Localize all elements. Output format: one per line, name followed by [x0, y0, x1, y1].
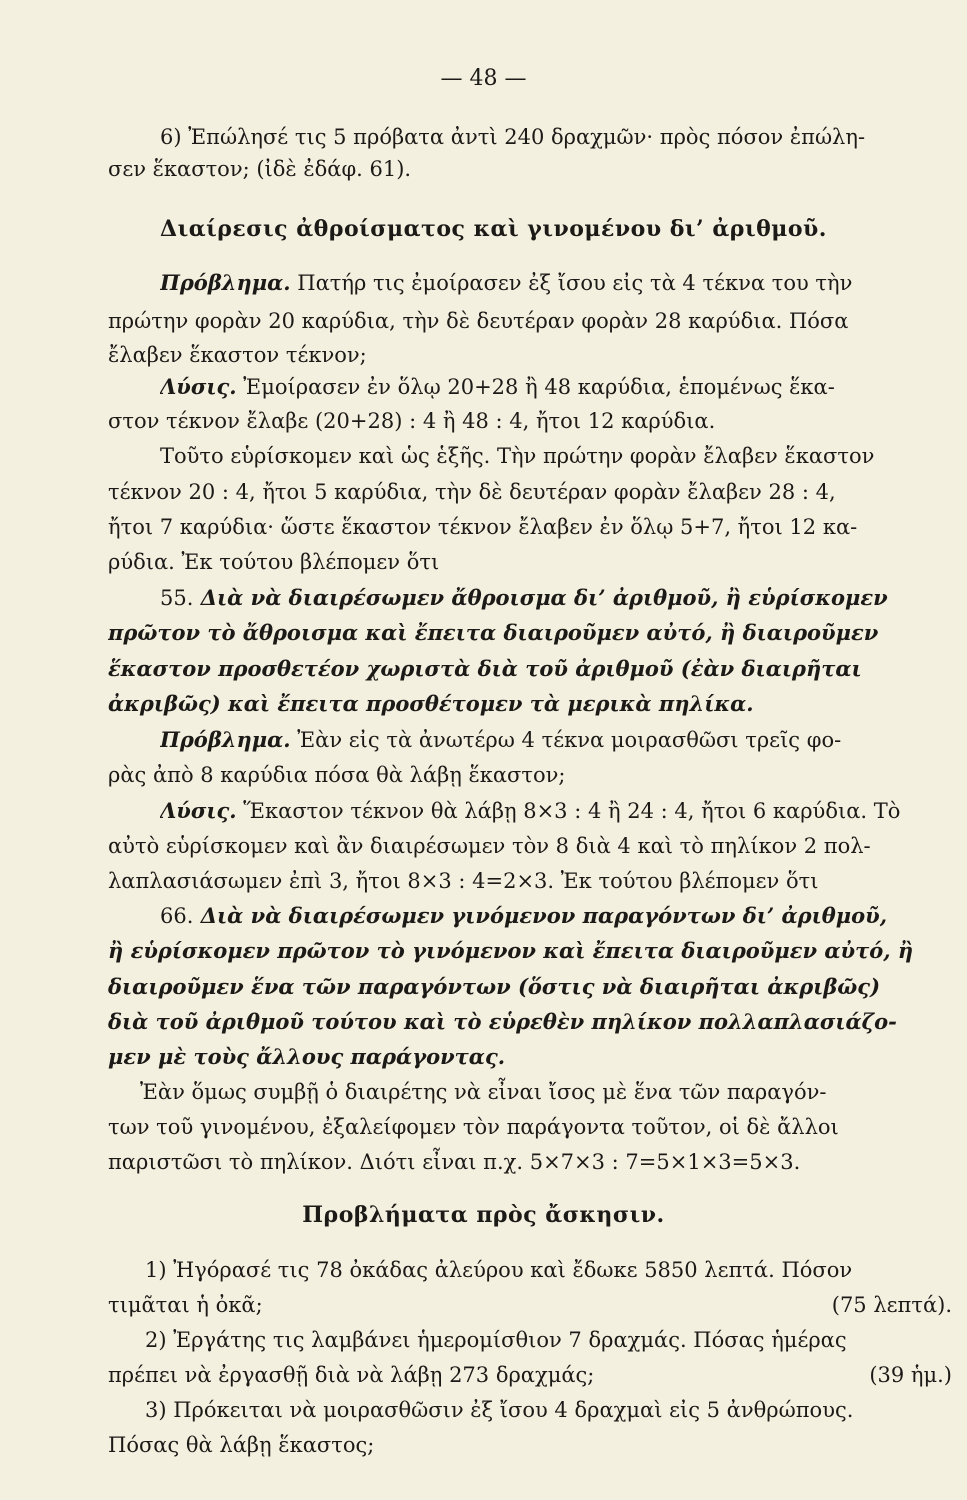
problem-1-line-1 — [160, 268, 952, 298]
solution-2-line-3: λαπλασιάσωμεν ἐπὶ 3, ἤτοι 8×3 : 4=2×3. Ἐκ τούτου βλέπομεν ὅτι — [108, 869, 819, 893]
problem-label: Πρόβλημα. — [160, 270, 291, 295]
rule-55-line-3: ἕκαστον προσθετέον χωριστὰ διὰ τοῦ ἀριθμοῦ (ἐὰν διαιρῆται — [108, 656, 862, 681]
rule-55-text: Διὰ νὰ διαιρέσωμεν ἄθροισμα δι’ ἀριθμοῦ, ἢ εὑρίσκομεν — [193, 585, 888, 610]
note-line-1: Ἐὰν ὅμως συμβῇ ὁ διαιρέτης νὰ εἶναι ἴσος μὲ ἕνα τῶν παραγόν- — [140, 1080, 827, 1104]
exercise-1-line-2 — [108, 1290, 952, 1320]
solution-2-text: Ἕκαστον τέκνον θὰ λάβῃ 8×3 : 4 ἢ 24 : 4, ἤτοι 6 καρύδια. Τὸ — [236, 799, 901, 823]
solution-1-line-1 — [160, 372, 952, 402]
problem-1-text: Πατήρ τις ἐμοίρασεν ἐξ ἴσου εἰς τὰ 4 τέκνα του τὴν — [290, 271, 853, 295]
solution-1-line-4: τέκνον 20 : 4, ἤτοι 5 καρύδια, τὴν δὲ δευτέραν φορὰν ἔλαβεν 28 : 4, — [108, 480, 836, 504]
problem-1-line-3: ἔλαβεν ἕκαστον τέκνον; — [108, 343, 367, 367]
rule-66-line-2: ἢ εὑρίσκομεν πρῶτον τὸ γινόμενον καὶ ἔπειτα διαιροῦμεν αὐτό, ἢ — [108, 938, 914, 963]
rule-66-line-1 — [160, 901, 952, 931]
rule-66-line-3: διαιροῦμεν ἕνα τῶν παραγόντων (ὅστις νὰ διαιρῆται ἀκριβῶς) — [108, 974, 881, 999]
exercise-2-line-1: 2) Ἐργάτης τις λαμβάνει ἡμερομίσθιον 7 δραχμάς. Πόσας ἡμέρας — [145, 1328, 847, 1352]
note-line-2: των τοῦ γινομένου, ἐξαλείφομεν τὸν παράγοντα τοῦτον, οἱ δὲ ἄλλοι — [108, 1115, 839, 1139]
note-line-3: παριστῶσι τὸ πηλίκον. Διότι εἶναι π.χ. 5×7×3 : 7=5×1×3=5×3. — [108, 1150, 801, 1174]
problem-1-line-2: πρώτην φορὰν 20 καρύδια, τὴν δὲ δευτέραν φορὰν 28 καρύδια. Πόσα — [108, 309, 849, 333]
solution-2-line-1 — [160, 796, 962, 826]
exercise-2-line-2 — [108, 1360, 952, 1390]
solution-1-line-3: Τοῦτο εὑρίσκομεν καὶ ὡς ἑξῆς. Τὴν πρώτην φορὰν ἔλαβεν ἕκαστον — [160, 444, 875, 468]
solution-label: Λύσις. — [160, 374, 237, 399]
rule-66-number: 66. — [160, 904, 194, 928]
problem-label: Πρόβλημα. — [160, 727, 291, 752]
solution-label: Λύσις. — [160, 798, 237, 823]
exercise-1-question: τιμᾶται ἡ ὀκᾶ; — [108, 1293, 263, 1317]
section-heading-exercises: Προβλήματα πρὸς ἄσκησιν. — [302, 1202, 665, 1228]
rule-66-line-4: διὰ τοῦ ἀριθμοῦ τούτου καὶ τὸ εὑρεθὲν πηλίκον πολλαπλασιάζο- — [108, 1009, 897, 1034]
rule-66-line-5: μεν μὲ τοὺς ἄλλους παράγοντας. — [108, 1044, 506, 1069]
page-number: — 48 — — [440, 66, 527, 91]
solution-1-line-6: ρύδια. Ἐκ τούτου βλέπομεν ὅτι — [108, 550, 440, 574]
exercise-1-line-1: 1) Ἠγόρασέ τις 78 ὀκάδας ἀλεύρου καὶ ἔδωκε 5850 λεπτά. Πόσον — [145, 1258, 853, 1282]
solution-2-line-2: αὐτὸ εὑρίσκομεν καὶ ἂν διαιρέσωμεν τὸν 8 διὰ 4 καὶ τὸ πηλίκον 2 πολ- — [108, 834, 871, 858]
solution-1-line-2: στον τέκνον ἔλαβε (20+28) : 4 ἢ 48 : 4, ἤτοι 12 καρύδια. — [108, 409, 716, 433]
problem-2-text: Ἐὰν εἰς τὰ ἀνωτέρω 4 τέκνα μοιρασθῶσι τρεῖς φο- — [290, 728, 842, 752]
exercise-1-answer: (75 λεπτά). — [831, 1293, 952, 1317]
problem-6-line-1: 6) Ἐπώλησέ τις 5 πρόβατα ἀντὶ 240 δραχμῶν· πρὸς πόσον ἐπώλη- — [160, 125, 866, 149]
solution-1-line-5: ἤτοι 7 καρύδια· ὥστε ἕκαστον τέκνον ἔλαβεν ἐν ὅλῳ 5+7, ἤτοι 12 κα- — [108, 515, 858, 539]
solution-1-text: Ἐμοίρασεν ἐν ὅλῳ 20+28 ἢ 48 καρύδια, ἑπομένως ἕκα- — [236, 375, 835, 399]
rule-66-text: Διὰ νὰ διαιρέσωμεν γινόμενον παραγόντων δι’ ἀριθμοῦ, — [193, 903, 888, 928]
rule-55-number: 55. — [160, 586, 194, 610]
exercise-2-question: πρέπει νὰ ἐργασθῇ διὰ νὰ λάβῃ 273 δραχμάς; — [108, 1363, 595, 1387]
rule-55-line-4: ἀκριβῶς) καὶ ἔπειτα προσθέτομεν τὰ μερικὰ πηλίκα. — [108, 691, 754, 716]
problem-6-line-2: σεν ἕκαστον; (ἰδὲ ἐδάφ. 61). — [108, 157, 412, 181]
exercise-3-line-2: Πόσας θὰ λάβῃ ἕκαστος; — [108, 1433, 375, 1457]
rule-55-line-2: πρῶτον τὸ ἄθροισμα καὶ ἔπειτα διαιροῦμεν αὐτό, ἢ διαιροῦμεν — [108, 620, 879, 645]
section-heading-division: Διαίρεσις ἀθροίσματος καὶ γινομένου δι’ ἀριθμοῦ. — [160, 216, 827, 242]
problem-2-line-2: ρὰς ἀπὸ 8 καρύδια πόσα θὰ λάβῃ ἕκαστον; — [108, 763, 566, 787]
exercise-3-line-1: 3) Πρόκειται νὰ μοιρασθῶσιν ἐξ ἴσου 4 δραχμαὶ εἰς 5 ἀνθρώπους. — [145, 1398, 854, 1422]
rule-55-line-1 — [160, 583, 952, 613]
exercise-2-answer: (39 ἡμ.) — [869, 1363, 952, 1387]
problem-2-line-1 — [160, 725, 952, 755]
